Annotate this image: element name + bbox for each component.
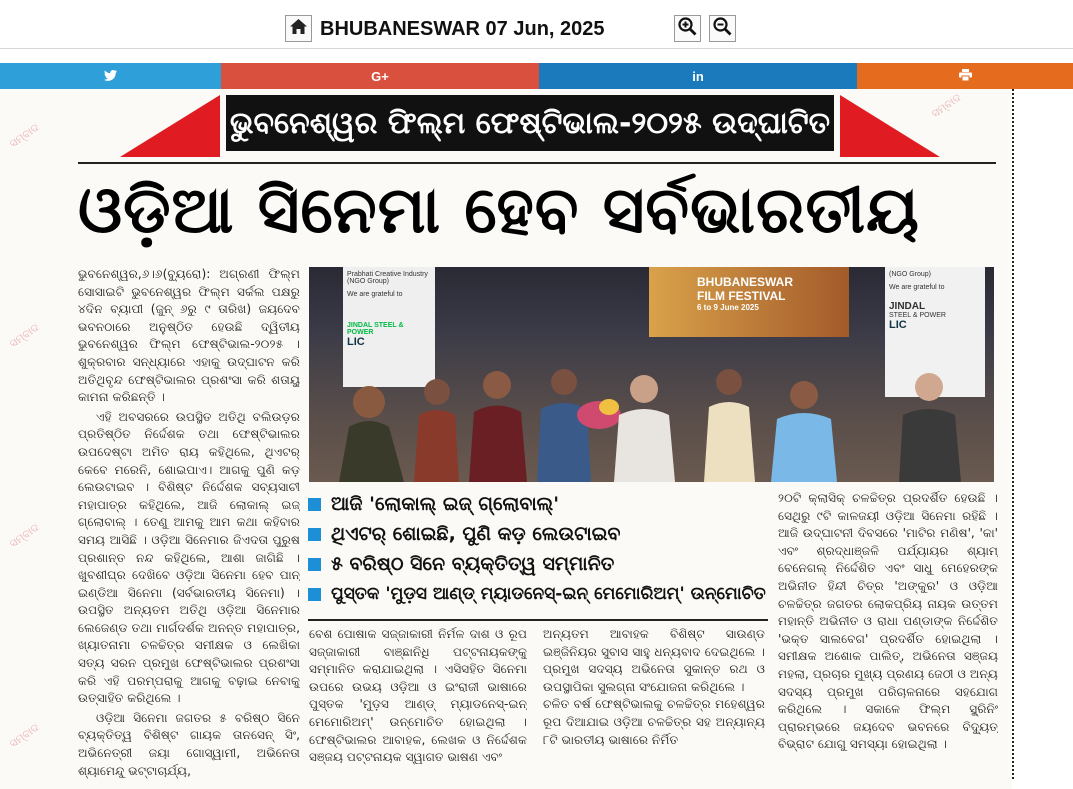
bullet-square-icon [308,588,321,601]
watermark: ସମ୍ବାଦ [6,120,42,151]
watermark: ସମ୍ବାଦ [928,90,964,121]
share-google-plus-button[interactable] [221,63,539,89]
board-right-line: We are grateful to [889,284,945,291]
person-7 [771,381,837,482]
article-column-1 [78,266,300,786]
watermark: ସମ୍ବାଦ [6,720,42,751]
home-button[interactable] [285,15,312,42]
article-column-4: ୨୦ଟି କ୍ଲାସିକ୍ ଚଳଚ୍ଚିତ୍ର ପ୍ରଦର୍ଶିତ ହେଉଛି । ସେଥିରୁ ୯ଟି କାଳଜୟୀ ଓଡ଼ିଆ ସିନେମା ରହିଛି । ଆଜି ଉଦ୍‌ଘାଟନୀ ଦିବସରେ 'ମାଟିର ମଣିଷ', 'କା' ଏବଂ ଶ୍ରଦ୍ଧାଞ୍ଜଳି ପର୍ଯ୍ୟାୟର ଶ୍ୟାମ୍ ବେନେଗଲ୍ ନିର୍ଦ୍ଦେଶିତ ଏବଂ ସାଧୁ ମେହେରଙ୍କ ଅଭିନୀତ ହିନ୍ଦୀ ଚିତ୍ର 'ଅଙ୍କୁର' ଓ ଓଡ଼ିଆ ଚଳଚ୍ଚିତ୍ର ଜଗତର ଲୋକପ୍ରିୟ ନାୟକ ଉତ୍ତମ ମହାନ୍ତି ଅଭିନୀତ ଓ ରାଧା ପଣ୍ଡାଙ୍କ ନିର୍ଦ୍ଦେଶିତ 'ଭକ୍ତ ସାଲବେଗ' ପ୍ରଦର୍ଶିତ ହୋଇଥିଲା । ସମୀକ୍ଷକ ଅଶୋକ ପାଲିତ୍, ଅଭିନେତା ସଞ୍ଜୟ ମହଲା, ପ୍ରଚାର ମୁଖ୍ୟ ପ୍ରଣୟ ଜେଠୀ ଓ ଅନ୍ୟ ସଦସ୍ୟ ପ୍ରମୁଖ ପରିଚାଳନାରେ ସହଯୋଗ କରିଥିଲେ । ସକାଳେ ଫିଲ୍ମ ସ୍କ୍ରିନିଂ ପ୍ରାରମ୍ଭରେ ଜୟଦେବ ଭବନରେ ବିଦ୍ୟୁତ୍ ବିଭ୍ରାଟ ଯୋଗୁ ସମସ୍ୟା ହୋଇଥିଲା । [778,491,998,752]
highlight-text: ୫ ବରିଷ୍ଠ ସିନେ ବ୍ୟକ୍ତିତ୍ୱ ସମ୍ମାନିତ [331,553,615,575]
highlight-item [308,519,768,549]
board-left-line: (NGO Group) [347,278,390,285]
bullet-square-icon [308,498,321,511]
red-triangle-left [120,95,220,157]
toolbar-divider [0,48,1073,49]
newspaper-clipping [0,89,1012,789]
highlight-item [308,489,768,519]
zoom-in-icon [678,17,697,40]
article-column-2: ବେଶ ପୋଷାକ ସଜ୍ଜାକାରୀ ନିର୍ମଳ ଦାଶ ଓ ରୂପ ସଜ୍ଜାକାରୀ ବାଞ୍ଛାନିଧି ପଟ୍ଟନାୟକଙ୍କୁ ସମ୍ମାନିତ କରାଯାଇଥିଲା । ଏସିସହିତ ସିନେମା ଉପରେ ଉଭୟ ଓଡ଼ିଆ ଓ ଇଂରାଜୀ ଭାଷାରେ ପୁସ୍ତକ 'ମୁଡ଼ସ ଆଣ୍ଡ୍ ମ୍ୟାଡନେସ୍-ଇନ୍ ମେମୋରିଅମ୍' ଉନ୍ମୋଚିତ ହୋଇଥିଲା । ଫେଷ୍ଟିଭାଲର ଆବାହକ, ଲେଖକ ଓ ନିର୍ଦ୍ଦେଶକ ସଞ୍ଜୟ ପଟ୍ଟନାୟକ ସ୍ୱାଗତ ଭାଷଣ ଏବଂ [309,627,527,765]
person-3 [469,371,527,482]
board-right-line: LIC [889,319,907,331]
highlights-rule [308,619,768,621]
backdrop-line: 6 to 9 June 2025 [697,303,759,312]
home-icon [290,19,307,38]
board-right-line: (NGO Group) [889,271,932,278]
highlight-item [308,579,768,609]
headline: ଓଡ଼ିଆ ସିନେମା ହେବ ସର୍ବଭାରତୀୟ [78,174,920,248]
clipping-edge-dotted [1012,89,1014,779]
print-icon [959,69,972,84]
red-triangle-right [840,95,940,157]
twitter-icon [104,69,117,84]
person-8 [899,373,961,482]
backdrop-line: BHUBANESWAR [697,275,793,289]
paragraph-1: ଭୁବନେଶ୍ୱର,୬।୬(ବ୍ୟୁରୋ): ଅଗ୍ରଣୀ ଫିଲ୍ମ ସୋସାଇଟି ଭୁବନେଶ୍ୱର ଫିଲ୍ମ ସର୍କଲ ପକ୍ଷରୁ ୪ଦିନ ବ୍ୟାପୀ (ଜୁନ୍ ୬ରୁ ୯ ତାରିଖ) ଜୟଦେବ ଭବନଠାରେ ଅନୁଷ୍ଠିତ ହେଉଛି ଦ୍ୱିତୀୟ ଭୁବନେଶ୍ୱର ଫିଲ୍ମ ଫେଷ୍ଟିଭାଲ-୨୦୨୫ । ଶୁକ୍ରବାର ସନ୍ଧ୍ୟାରେ ଏହାକୁ ଉଦ୍‌ଘାଟନ କରି ଅତିଥିବୃନ୍ଦ ଫେଷ୍ଟିଭାଲର ପ୍ରଶଂସା କରି ଶତାୟୁ କାମନା କରିଛନ୍ତି । [78,267,300,405]
highlight-text: ଥିଏଟର୍ ଶୋଇଛି, ପୁଣି କଡ଼ ଲେଉଟାଇବ [331,523,621,545]
highlight-list [308,489,768,609]
person-4 [537,369,591,482]
google-plus-icon: G+ [371,68,389,84]
board-right-line: JINDAL [889,301,926,312]
kicker-banner [120,95,940,157]
paragraph-2: ଏହି ଅବସରରେ ଉପସ୍ଥିତ ଅତିଥି ବଲିଉଡ଼ର ପ୍ରତିଷ୍ଠିତ ନିର୍ଦ୍ଦେଶକ ତଥା ଫେଷ୍ଟିଭାଲର ଉପଦେଷ୍ଟା ଅମିତ ରାୟ କହିଥିଲେ, ଥିଏଟର୍ କେବେ ମରେନି, ଶୋଇପାଏ। ଆଗକୁ ପୁଣି କଡ଼ ଲେଉଟାଇବ । ବିଶିଷ୍ଟ ନିର୍ଦ୍ଦେଶକ ସବ୍ୟସାଚୀ ମହାପାତ୍ର କହିଥିଲେ, ଆଜି ଲୋକାଲ୍ ଇଜ୍ ଗ୍ଲୋବାଲ୍ । ତେଣୁ ଆମକୁ ଆମ କଥା କହିବାର ସମୟ ଆସିଛି । ଓଡ଼ିଆ ସିନେମାର ଜିଏଦତା ପୁରୁଷ ପ୍ରଶାନ୍ତ ନନ୍ଦ କହିଥିଲେ, ଆଶା ଜାଗିଛି । ଖୁବଶୀଘ୍ର ଦେଖିବେ ଓଡ଼ିଆ ସିନେମା ହେବ ପାନ୍ ଇଣ୍ଡିଆ ସିନେମା (ସର୍ବଭାରତୀୟ ସିନେମା) । ଉପସ୍ଥିତ ଅନ୍ୟତମ ଅତିଥି ଓଡ଼ିଆ ସିନେମାର ଲେଜେଣ୍ଡ ତଥା ମାର୍ଗଦର୍ଶକ ଅନନ୍ତ ମହାପାତ୍ର, ଖ୍ୟାତନାମା ଚଳଚ୍ଚିତ୍ର ସମୀକ୍ଷକ ଓ ଲେଖିକା ସତ୍ୟ ସରନ ପ୍ରମୁଖ ଫେଷ୍ଟିଭାଲର ପ୍ରଶଂସା କରି ଏହି ପରମ୍ପରାକୁ ଆଗକୁ ବଢ଼ାଇ ନେବାକୁ ଉତ୍ସାହିତ କରିଥିଲେ । [78,409,300,706]
watermark: ସମ୍ବାଦ [6,520,42,551]
bullet-square-icon [308,528,321,541]
zoom-out-icon [713,17,732,40]
zoom-in-button[interactable] [674,15,701,42]
people-group [309,267,994,482]
share-twitter-button[interactable] [0,63,221,89]
watermark: ସମ୍ବାଦ [6,320,42,351]
board-left-line: JINDAL STEEL & POWER [347,322,404,336]
highlight-text: ଆଜି 'ଲୋକାଲ୍ ଇଜ୍ ଗ୍ଲୋବାଲ୍' [331,493,560,515]
edition-date: BHUBANESWAR 07 Jun, 2025 [320,18,605,40]
zoom-out-button[interactable] [709,15,736,42]
print-button[interactable] [857,63,1073,89]
kicker-text: ଭୁବନେଶ୍ୱର ଫିଲ୍ମ ଫେଷ୍ଟିଭାଲ-୨୦୨୫ ଉଦ୍‌ଘାଟିତ [226,95,834,151]
paragraph-3: ଓଡ଼ିଆ ସିନେମା ଜଗତର ୫ ବରିଷ୍ଠ ସିନେ ବ୍ୟକ୍ତିତ୍ୱ ବିଶିଷ୍ଟ ଗାୟକ ତାନସେନ୍ ସିଂ, ଅଭିନେତ୍ରୀ ଜୟା ଗୋସ୍ୱାମୀ, ଅଭିନେତା ଶ୍ୟାମେନ୍ଦୁ ଭଟ୍ଟାଚାର୍ଯ୍ୟ, [78,710,300,778]
person-woman-saree [339,386,404,482]
board-left-line: We are grateful to [347,291,403,298]
event-photo [309,267,994,482]
board-left-line: LIC [347,336,365,348]
highlight-item [308,549,768,579]
headline-rule [78,162,996,164]
person-2 [414,379,459,482]
board-left-line: Prabhati Creative Industry [347,271,428,278]
share-linkedin-button[interactable] [539,63,857,89]
person-6 [704,369,755,482]
person-5 [614,375,675,482]
backdrop-line: FILM FESTIVAL [697,289,786,303]
bouquet [577,399,621,429]
board-right-line: STEEL & POWER [889,312,946,319]
edition-toolbar [0,0,1073,48]
linkedin-icon: in [692,68,704,84]
bullet-square-icon [308,558,321,571]
highlight-text: ପୁସ୍ତକ 'ମୁଡ଼ସ ଆଣ୍ଡ୍ ମ୍ୟାଡନେସ୍-ଇନ୍ ମେମୋରିଅମ୍' ଉନ୍ମୋଚିତ [331,584,766,604]
article-column-3: ଅନ୍ୟତମ ଆବାହକ ବିଶିଷ୍ଟ ସାଉଣ୍ଡ ଇଞ୍ଜିନିୟର ସୁବାସ ସାହୁ ଧନ୍ୟବାଦ ଦେଇଥିଲେ । ପ୍ରମୁଖ ସଦସ୍ୟ ଅଭିନେତା ସୁକାନ୍ତ ରଥ ଓ ଉପସ୍ଥାପିକା ସୁଲଗ୍ନା ସଂଯୋଜନା କରିଥିଲେ । ଚଳିତ ବର୍ଷ ଫେଷ୍ଟିଭାଲକୁ ଚଳଚ୍ଚିତ୍ର ମହେଶ୍ୱର ରୂପ ଦିଆଯାଇ ଓଡ଼ିଆ ଚଳଚ୍ଚିତ୍ର ସହ ଅନ୍ୟାନ୍ୟ ୮ଟି ଭାରତୀୟ ଭାଷାରେ ନିର୍ମିତ [543,627,765,747]
